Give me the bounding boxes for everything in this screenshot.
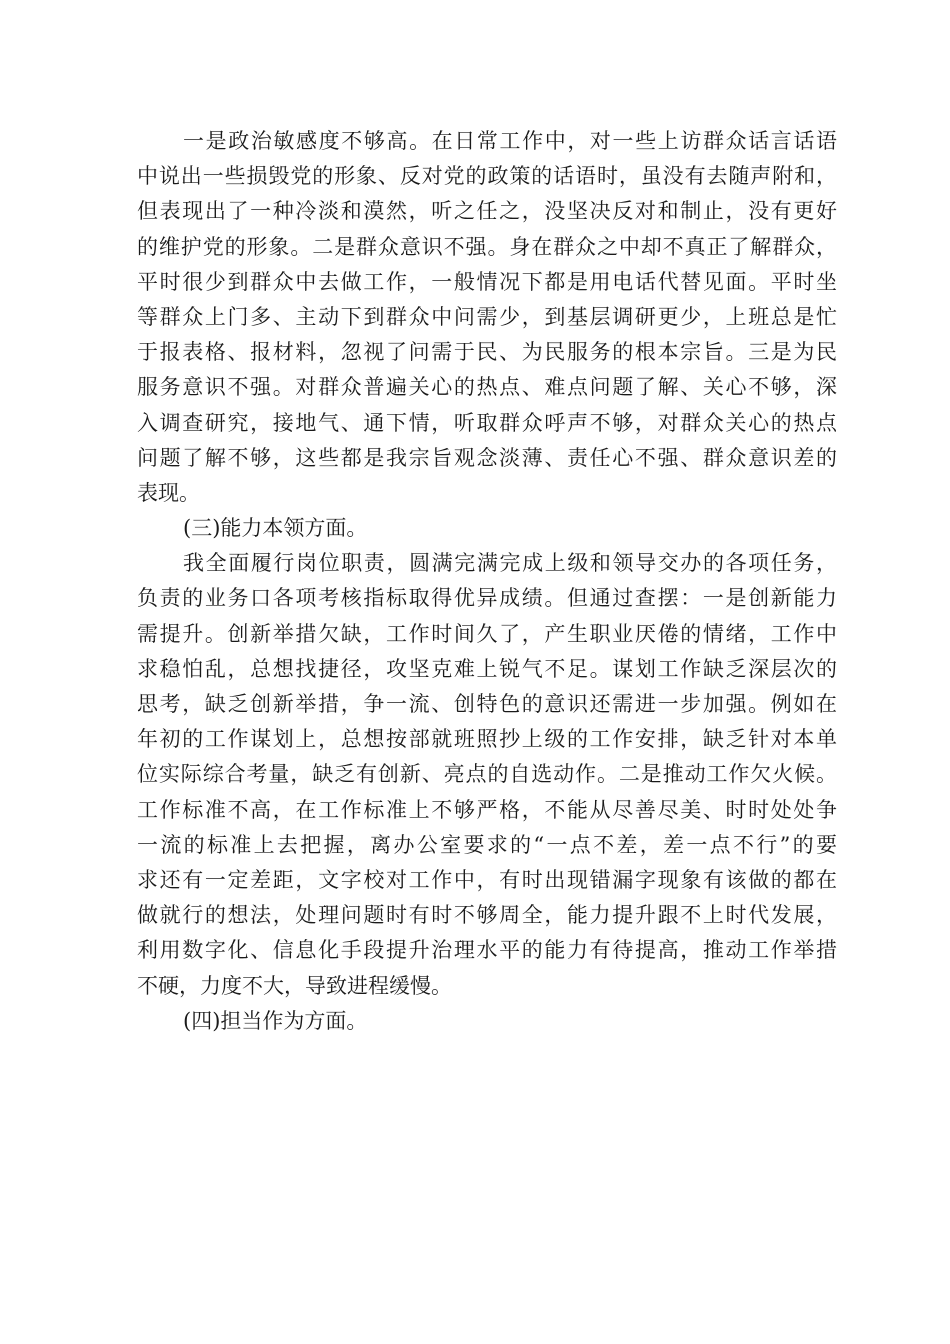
paragraph-line: 于报表格、报材料，忽视了问需于民、为民服务的根本宗旨。三是为民 — [137, 340, 837, 365]
paragraph-line: 位实际综合考量，缺乏有创新、亮点的自选动作。二是推动工作欠火候。 — [137, 762, 837, 787]
paragraph-line: 一是政治敏感度不够高。在日常工作中，对一些上访群众话言话语 — [183, 129, 837, 153]
section-heading-responsibility: (四)担当作为方面。 — [183, 1008, 368, 1033]
paragraph-line: 求稳怕乱，总想找捷径，攻坚克难上锐气不足。谋划工作缺乏深层次的 — [137, 656, 837, 681]
paragraph-line: 中说出一些损毁党的形象、反对党的政策的话语时，虽没有去随声附和， — [137, 164, 837, 189]
paragraph-line: 年初的工作谋划上，总想按部就班照抄上级的工作安排，缺乏针对本单 — [137, 727, 837, 752]
paragraph-line: 的维护党的形象。二是群众意识不强。身在群众之中却不真正了解群众， — [137, 234, 837, 259]
paragraph-line: 但表现出了一种冷淡和漠然，听之任之，没坚决反对和制止，没有更好 — [137, 199, 837, 224]
paragraph-line: 等群众上门多、主动下到群众中问需少，到基层调研更少，上班总是忙 — [137, 304, 837, 329]
paragraph-political-awareness — [137, 124, 837, 511]
paragraph-line: 服务意识不强。对群众普遍关心的热点、难点问题了解、关心不够，深 — [137, 375, 837, 400]
document-body — [137, 124, 837, 1039]
paragraph-ability — [137, 546, 837, 1003]
paragraph-line: 负责的业务口各项考核指标取得优异成绩。但通过查摆：一是创新能力 — [137, 586, 837, 611]
paragraph-line: 问题了解不够，这些都是我宗旨观念淡薄、责任心不强、群众意识差的 — [137, 445, 837, 470]
paragraph-line: 求还有一定差距，文字校对工作中，有时出现错漏字现象有该做的都在 — [137, 867, 837, 892]
section-heading-ability: (三)能力本领方面。 — [183, 516, 368, 541]
paragraph-line: 不硬，力度不大，导致进程缓慢。 — [137, 973, 452, 998]
paragraph-line: 需提升。创新举措欠缺，工作时间久了，产生职业厌倦的情绪，工作中 — [137, 621, 837, 646]
paragraph-line: 入调查研究，接地气、通下情，听取群众呼声不够，对群众关心的热点 — [137, 410, 837, 435]
paragraph-line: 平时很少到群众中去做工作，一般情况下都是用电话代替见面。平时坐 — [137, 269, 837, 294]
paragraph-line: 做就行的想法，处理问题时有时不够周全，能力提升跟不上时代发展， — [137, 903, 837, 928]
paragraph-line: 思考，缺乏创新举措，争一流、创特色的意识还需进一步加强。例如在 — [137, 692, 837, 716]
paragraph-line: 表现。 — [137, 480, 200, 505]
paragraph-line: 一流的标准上去把握，离办公室要求的“一点不差，差一点不行”的要 — [137, 832, 837, 857]
paragraph-line: 利用数字化、信息化手段提升治理水平的能力有待提高，推动工作举措 — [137, 938, 837, 963]
paragraph-line: 我全面履行岗位职责，圆满完满完成上级和领导交办的各项任务， — [183, 551, 837, 576]
paragraph-line: 工作标准不高，在工作标准上不够严格，不能从尽善尽美、时时处处争 — [137, 797, 837, 822]
